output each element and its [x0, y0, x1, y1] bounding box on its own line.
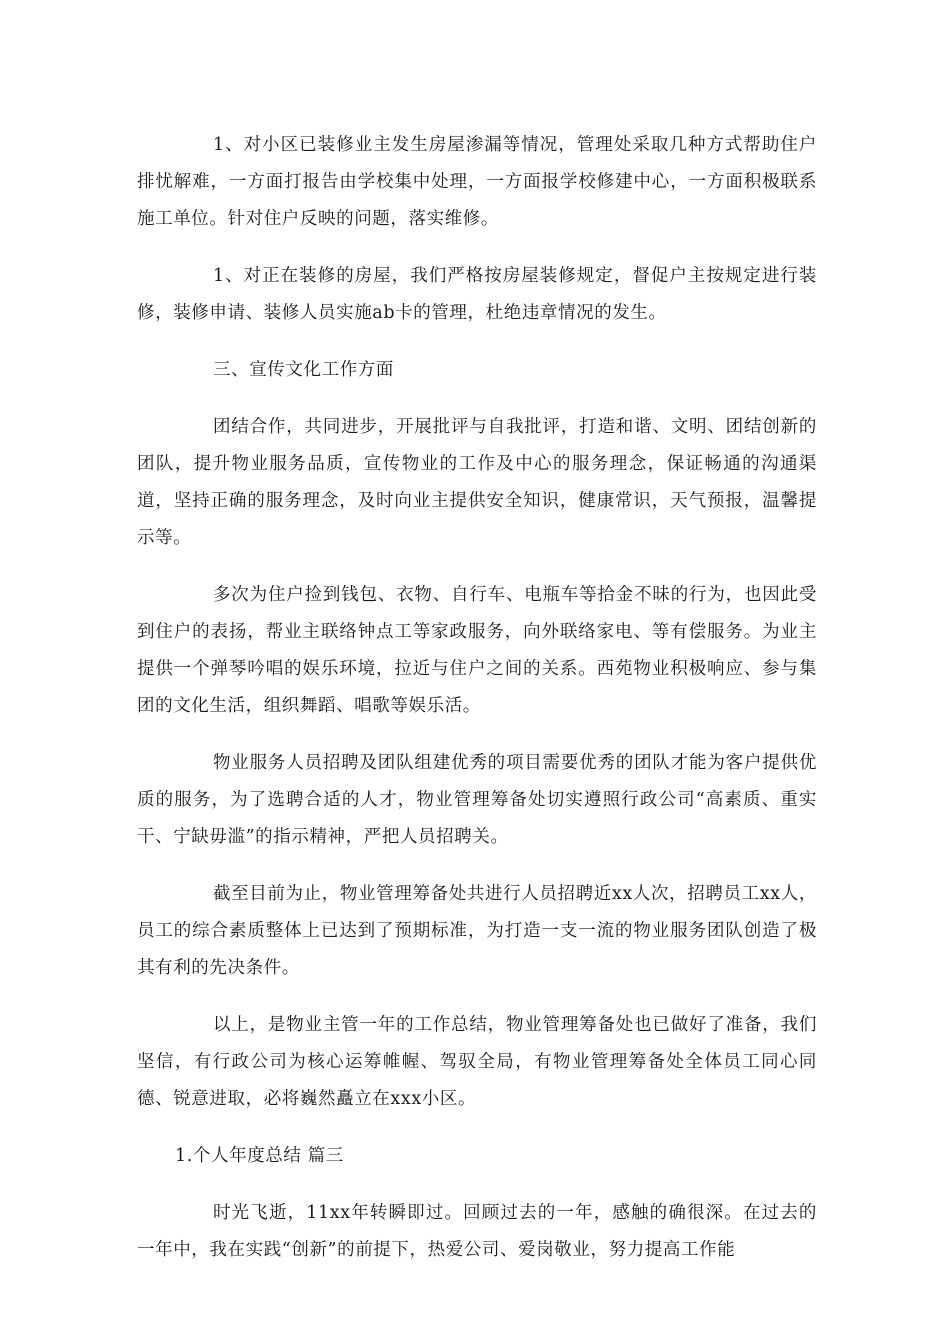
paragraph-teamwork: 团结合作，共同进步，开展批评与自我批评，打造和谐、文明、团结创新的团队，提升物业服务品质，宣传物业的工作及中心的服务理念，保证畅通的沟通渠道，坚持正确的服务理念，及时向业主提供安全知识，健康常识，天气预报，温馨提示等。: [137, 417, 817, 548]
paragraph-year-review: 时光飞逝，11xx年转瞬即过。回顾过去的一年，感触的确很深。在过去的一年中，我在实践“创新”的前提下，热爱公司、爱岗敬业，努力提高工作能: [137, 1203, 817, 1260]
section-heading-part-three: 1.个人年度总结 篇三: [175, 1146, 344, 1166]
paragraph-leak-repair: 1、对小区已装修业主发生房屋渗漏等情况，管理处采取几种方式帮助住户排忧解难，一方面打报告由学校集中处理，一方面报学校修建中心，一方面积极联系施工单位。针对住户反映的问题，落实维修。: [137, 135, 817, 229]
document-body: [137, 127, 817, 1289]
paragraph-recruitment: 物业服务人员招聘及团队组建优秀的项目需要优秀的团队才能为客户提供优质的服务，为了选聘合适的人才，物业管理筹备处切实遵照行政公司“高素质、重实干、宁缺毋滥”的指示精神，严把人员招聘关。: [137, 753, 817, 847]
paragraph-renovation-management: 1、对正在装修的房屋，我们严格按房屋装修规定，督促户主按规定进行装修，装修申请、装修人员实施ab卡的管理，杜绝违章情况的发生。: [137, 266, 817, 323]
paragraph-recruitment-results: 截至目前为止，物业管理筹备处共进行人员招聘近xx人次，招聘员工xx人，员工的综合素质整体上已达到了预期标准，为打造一支一流的物业服务团队创造了极其有利的先决条件。: [137, 884, 817, 978]
section-heading-culture: 三、宣传文化工作方面: [213, 360, 394, 380]
paragraph-good-deeds: 多次为住户捡到钱包、衣物、自行车、电瓶车等拾金不昧的行为，也因此受到住户的表扬，帮业主联络钟点工等家政服务，向外联络家电、等有偿服务。为业主提供一个弹琴吟唱的娱乐环境，拉近与住户之间的关系。西苑物业积极响应、参与集团的文化生活，组织舞蹈、唱歌等娱乐活。: [137, 585, 817, 716]
paragraph-conclusion: 以上，是物业主管一年的工作总结，物业管理筹备处也已做好了准备，我们坚信，有行政公司为核心运筹帷幄、驾驭全局，有物业管理筹备处全体员工同心同德、锐意进取，必将巍然矗立在xxx小区。: [137, 1015, 817, 1109]
